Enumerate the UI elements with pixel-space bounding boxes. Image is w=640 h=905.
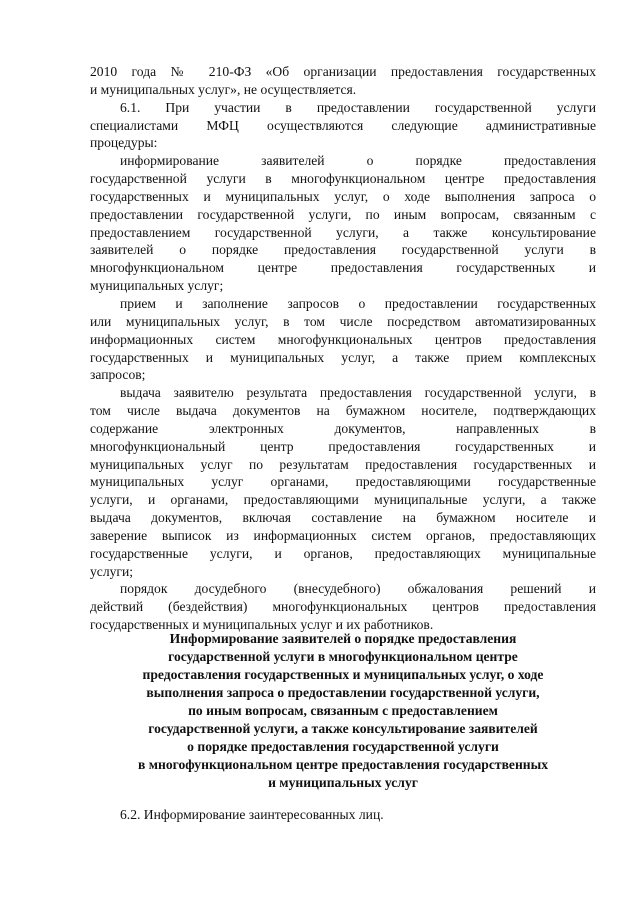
text-line: процедуры:	[90, 135, 158, 151]
text-line: специалистами МФЦ осуществляются следующие административные	[90, 117, 596, 133]
text-line: действий (бездействия) многофункциональных центров предоставления	[90, 599, 596, 615]
section-heading	[90, 630, 596, 792]
text-line: заявителей о порядке предоставления государственной услуги в	[90, 242, 596, 258]
text-line: государственных и муниципальных услуг, о ходе выполнения запроса о	[90, 188, 596, 204]
text-line: 2010 года № 210-ФЗ «Об организации предоставления государственных	[90, 64, 596, 79]
heading-line: Информирование заявителей о порядке предоставления	[169, 631, 517, 646]
text-line: муниципальных услуг;	[90, 278, 224, 294]
text-line: многофункциональном центре предоставления государственных и	[90, 260, 596, 276]
text-line: услуги, и органами, предоставляющими муниципальные услуги, а также	[90, 492, 596, 508]
text-line: прием и заполнение запросов о предоставлении государственных	[120, 295, 596, 311]
text-line: 6.1. При участии в предоставлении государственной услуги	[120, 99, 596, 115]
heading-line: в многофункциональном центре предоставления государственных	[137, 757, 549, 773]
text-line: и муниципальных услуг», не осуществляется.	[90, 81, 357, 97]
text-line: порядок досудебного (внесудебного) обжалования решений и	[120, 581, 596, 597]
text-line: муниципальных услуг органами, предоставляющими государственные	[90, 474, 596, 490]
text-line: выдача документов, включая составление на бумажном носителе и	[90, 510, 596, 526]
text-line: муниципальных услуг по результатам предоставления государственных и	[90, 456, 596, 472]
text-line: предоставлением государственной услуги, а также консультирование	[90, 224, 596, 240]
text-line: государственных и муниципальных услуг, а также прием комплексных	[90, 349, 596, 365]
text-line: запросов;	[90, 367, 146, 383]
text-line: предоставлении государственной услуги, по иным вопросам, связанным с	[90, 206, 596, 222]
heading-line: государственной услуги, а также консультирование заявителей	[148, 721, 538, 737]
text-line: заверение выписок из информационных систем органов, предоставляющих	[90, 527, 596, 543]
text-line: содержание электронных документов, направленных в	[90, 420, 596, 436]
paragraph-6-2: 6.2. Информирование заинтересованных лиц.	[120, 807, 384, 822]
heading-line: по иным вопросам, связанным с предоставлением	[188, 703, 498, 719]
text-line: выдача заявителю результата предоставления государственной услуги, в	[120, 385, 596, 401]
text-line: том числе выдача документов на бумажном носителе, подтверждающих	[90, 403, 596, 419]
text-line: или муниципальных услуг, в том числе посредством автоматизированных	[90, 313, 596, 329]
text-line: информирование заявителей о порядке предоставления	[120, 153, 596, 169]
text-line: многофункциональный центр предоставления государственных и	[90, 438, 596, 454]
heading-line: о порядке предоставления государственной услуги	[187, 739, 499, 755]
text-line: информационных систем многофункциональных центров предоставления	[90, 331, 596, 347]
heading-line: выполнения запроса о предоставлении государственной услуги,	[146, 685, 540, 701]
heading-line: и муниципальных услуг	[268, 775, 418, 791]
text-line: услуги;	[90, 563, 134, 579]
text-line: государственные услуги, и органов, предоставляющих муниципальные	[90, 545, 596, 561]
heading-line: государственной услуги в многофункциональном центре	[168, 649, 518, 665]
text-line: государственных и муниципальных услуг и их работников.	[90, 617, 434, 633]
body-text	[90, 63, 596, 634]
text-line: государственной услуги в многофункциональном центре предоставления	[90, 171, 596, 187]
heading-line: предоставления государственных и муниципальных услуг, о ходе	[142, 667, 544, 683]
